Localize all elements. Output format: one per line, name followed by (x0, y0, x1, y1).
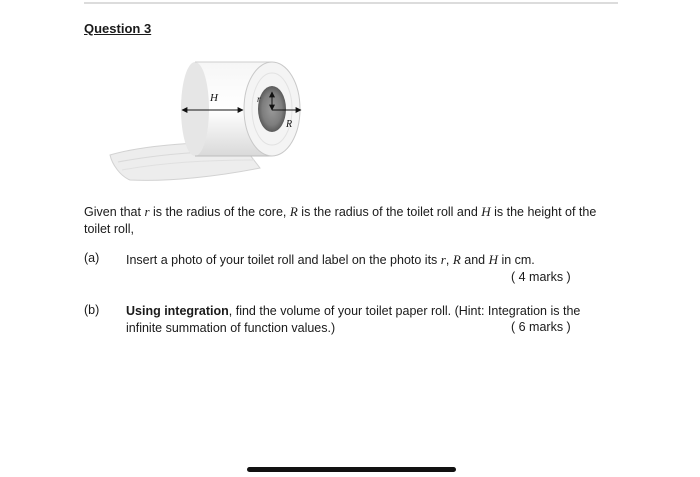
roll-radius-label: R (286, 119, 293, 130)
given-paragraph (84, 203, 624, 238)
given-text: is the height of the toilet roll, (84, 205, 597, 236)
var-H: H (481, 204, 491, 219)
height-label: H (210, 92, 218, 104)
var-H: H (488, 252, 498, 267)
part-a-marks: ( 4 marks ) (511, 270, 571, 284)
home-indicator[interactable] (247, 467, 456, 472)
part-a-text-span: and (460, 253, 489, 267)
given-text: is the radius of the core, (149, 205, 290, 219)
part-b-text-span: , find the volume of your toilet paper roll. (Hint: Integration is the infinite summation of function values.) (126, 304, 581, 335)
part-b-label: (b) (84, 303, 100, 317)
toilet-roll-photo (100, 50, 340, 190)
core-radius-label: r (257, 94, 261, 104)
part-b-emphasis: Using integration (126, 304, 229, 318)
var-r: r (144, 204, 150, 219)
var-R: R (289, 204, 298, 219)
part-a-text-span: Insert a photo of your toilet roll and label on the photo its (126, 253, 441, 267)
part-a-text (126, 251, 616, 269)
var-R: R (452, 252, 461, 267)
given-text: Given that (84, 205, 145, 219)
part-b-marks: ( 6 marks ) (511, 320, 571, 334)
separator: , (445, 253, 453, 267)
question-title: Question 3 (84, 21, 152, 36)
var-r: r (440, 252, 446, 267)
part-a-label: (a) (84, 251, 100, 265)
top-divider (84, 2, 618, 4)
part-a-text-span: in cm. (497, 253, 535, 267)
given-text: is the radius of the toilet roll and (297, 205, 482, 219)
